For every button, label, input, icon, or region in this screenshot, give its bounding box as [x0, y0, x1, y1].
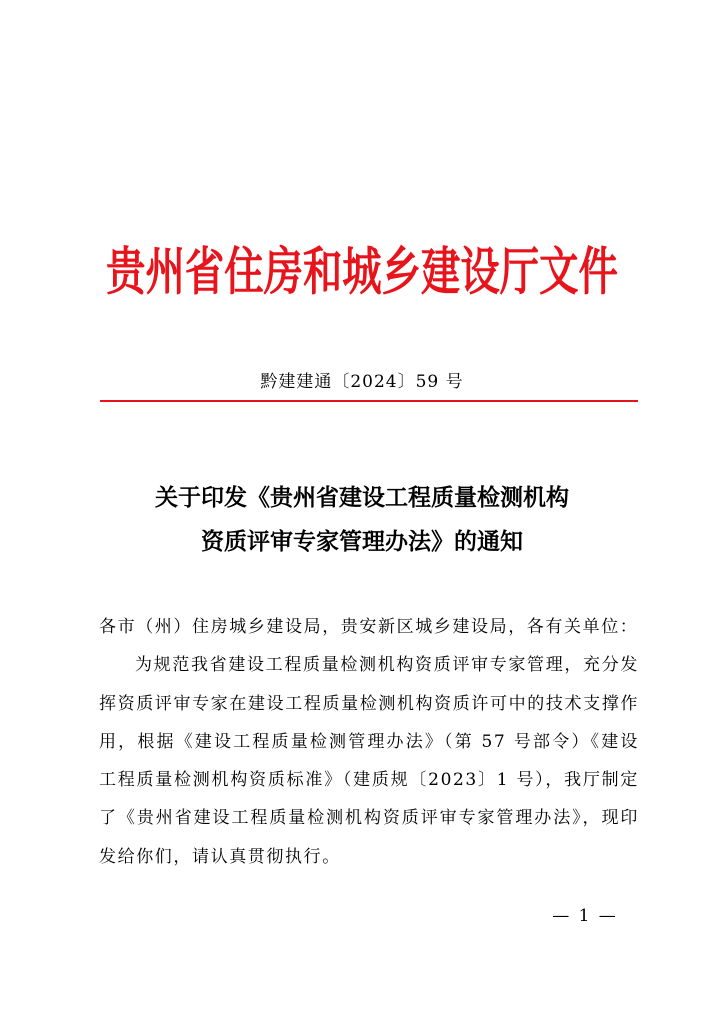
page-number: — 1 — — [552, 906, 618, 926]
red-divider-line — [100, 400, 638, 402]
document-number: 黔建建通〔2024〕59 号 — [260, 372, 464, 392]
body-paragraph: 为规范我省建设工程质量检测机构资质评审专家管理，充分发挥资质评审专家在建设工程质量检测机构资质许可中的技术支撑作用，根据《建设工程质量检测管理办法》（第 57 号部令）《建设工程质量检测机构资质标准》（建质规〔2023〕1 号），我厅制定了《贵州省建设工程质量检测机构资质评审专家管理办法》，现印发给你们，请认真贯彻执行。 — [99, 655, 639, 867]
salutation: 各市（州）住房城乡建设局，贵安新区城乡建设局，各有关单位： — [99, 617, 639, 637]
masthead-title: 贵州省住房和城乡建设厅文件 — [106, 241, 618, 303]
notice-title — [0, 476, 724, 564]
notice-title-line-2: 资质评审专家管理办法》的通知 — [201, 529, 523, 555]
notice-body — [99, 608, 639, 876]
notice-title-line-1: 关于印发《贵州省建设工程质量检测机构 — [155, 485, 569, 511]
